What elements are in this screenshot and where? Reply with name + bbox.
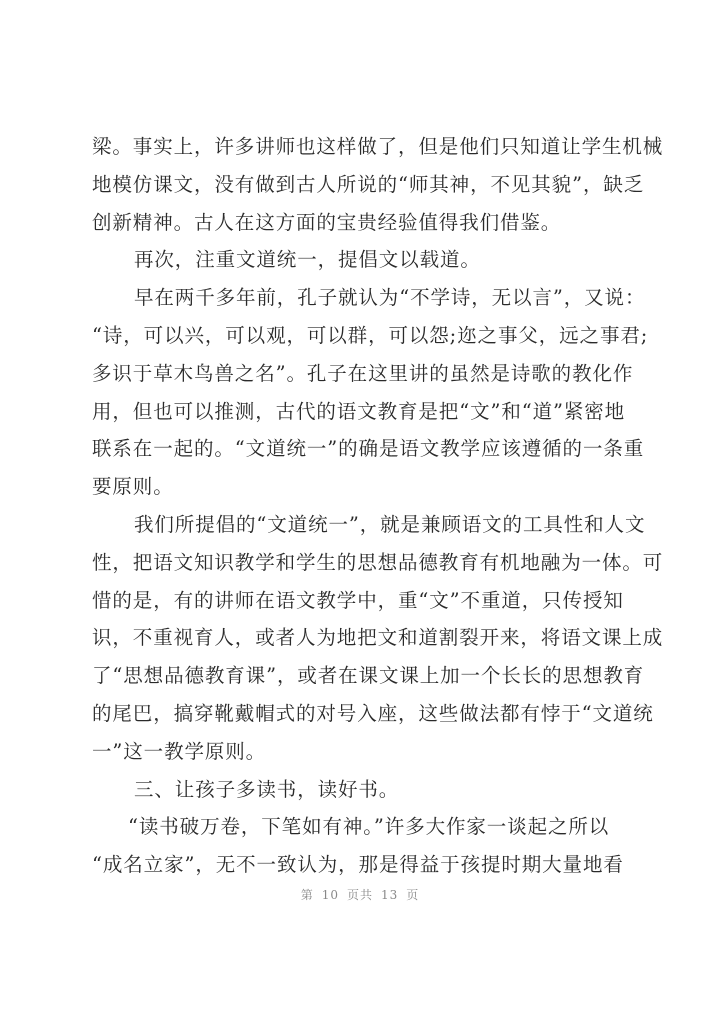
text-line: 我们所提倡的“文道统一”，就是兼顾语文的工具性和人文 <box>134 512 646 536</box>
footer-prefix: 第 <box>300 888 314 902</box>
text-line: 识，不重视育人，或者人为地把文和道割裂开来，将语文课上成 <box>92 626 664 650</box>
page-footer <box>0 886 720 903</box>
text-line: 了“思想品德教育课”，或者在课文课上加一个长长的思想教育 <box>92 664 645 688</box>
current-page-number: 10 <box>321 888 339 902</box>
text-line: 的尾巴，搞穿靴戴帽式的对号入座，这些做法都有悖于“文道统 <box>92 701 654 725</box>
total-pages: 13 <box>381 888 399 902</box>
text-line: 早在两千多年前，孔子就认为“不学诗，无以言”，又说： <box>134 286 646 310</box>
text-line: 梁。事实上，许多讲师也这样做了，但是他们只知道让学生机械 <box>92 135 664 158</box>
text-line: 用，但也可以推测，古代的语文教育是把“文”和“道”紧密地 <box>92 399 626 423</box>
text-line: 创新精神。古人在这方面的宝贵经验值得我们借鉴。 <box>92 210 562 234</box>
text-line: “诗，可以兴，可以观，可以群，可以怨;迩之事父，远之事君; <box>92 323 649 347</box>
text-line: 要原则。 <box>92 475 174 499</box>
footer-suffix: 页 <box>406 888 420 902</box>
text-line: 一”这一教学原则。 <box>92 739 267 763</box>
footer-mid: 页共 <box>346 888 373 902</box>
text-line: 性，把语文知识教学和学生的思想品德教育有机地融为一体。可 <box>92 550 664 574</box>
document-body <box>92 128 672 884</box>
section-heading: 三、让孩子多读书，读好书。 <box>134 777 400 801</box>
text-line: “读书破万卷，下笔如有神。”许多大作家一谈起之所以 <box>128 815 610 839</box>
text-line: 地模仿课文，没有做到古人所说的“师其神，不见其貌”，缺乏 <box>92 172 645 196</box>
text-line: “成名立家”，无不一致认为，那是得益于孩提时期大量地看 <box>92 853 624 877</box>
text-line: 联系在一起的。“文道统一”的确是语文教学应该遵循的一条重 <box>92 437 645 461</box>
text-line: 惜的是，有的讲师在语文教学中，重“文”不重道，只传授知 <box>92 588 624 612</box>
text-line: 再次，注重文道统一，提倡文以载道。 <box>134 248 481 272</box>
text-line: 多识于草木鸟兽之名”。孔子在这里讲的虽然是诗歌的教化作 <box>92 361 634 385</box>
